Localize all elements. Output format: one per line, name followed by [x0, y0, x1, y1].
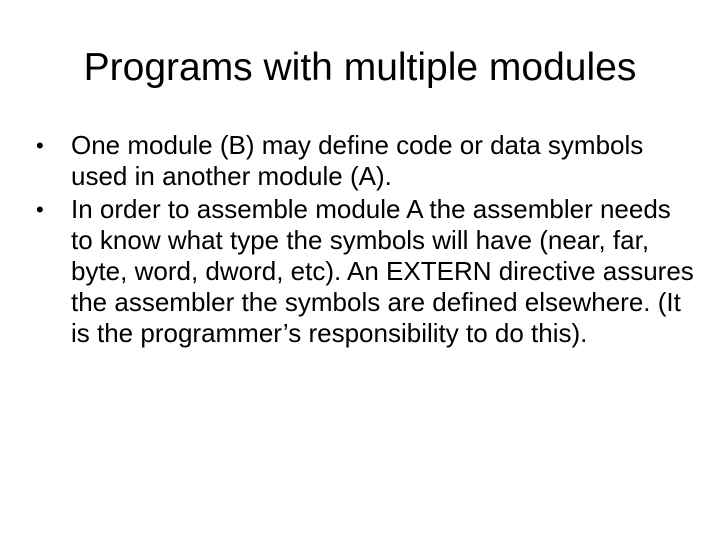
bullet-item: [36, 194, 696, 349]
bullet-item: [36, 130, 696, 192]
slide-title: Programs with multiple modules: [83, 46, 637, 89]
bullet-text: One module (B) may define code or data symbols used in another module (A).: [71, 130, 644, 191]
bullet-icon: •: [36, 133, 44, 158]
bullet-icon: •: [36, 197, 44, 222]
bullet-list: [36, 130, 696, 351]
bullet-text: In order to assemble module A the assembler needs to know what type the symbols will have (near, far, byte, word, dword, etc). An EXTERN directive assures the assembler the symbols are defined elsewhere. (It is the programmer’s responsibility to do this).: [71, 194, 694, 348]
